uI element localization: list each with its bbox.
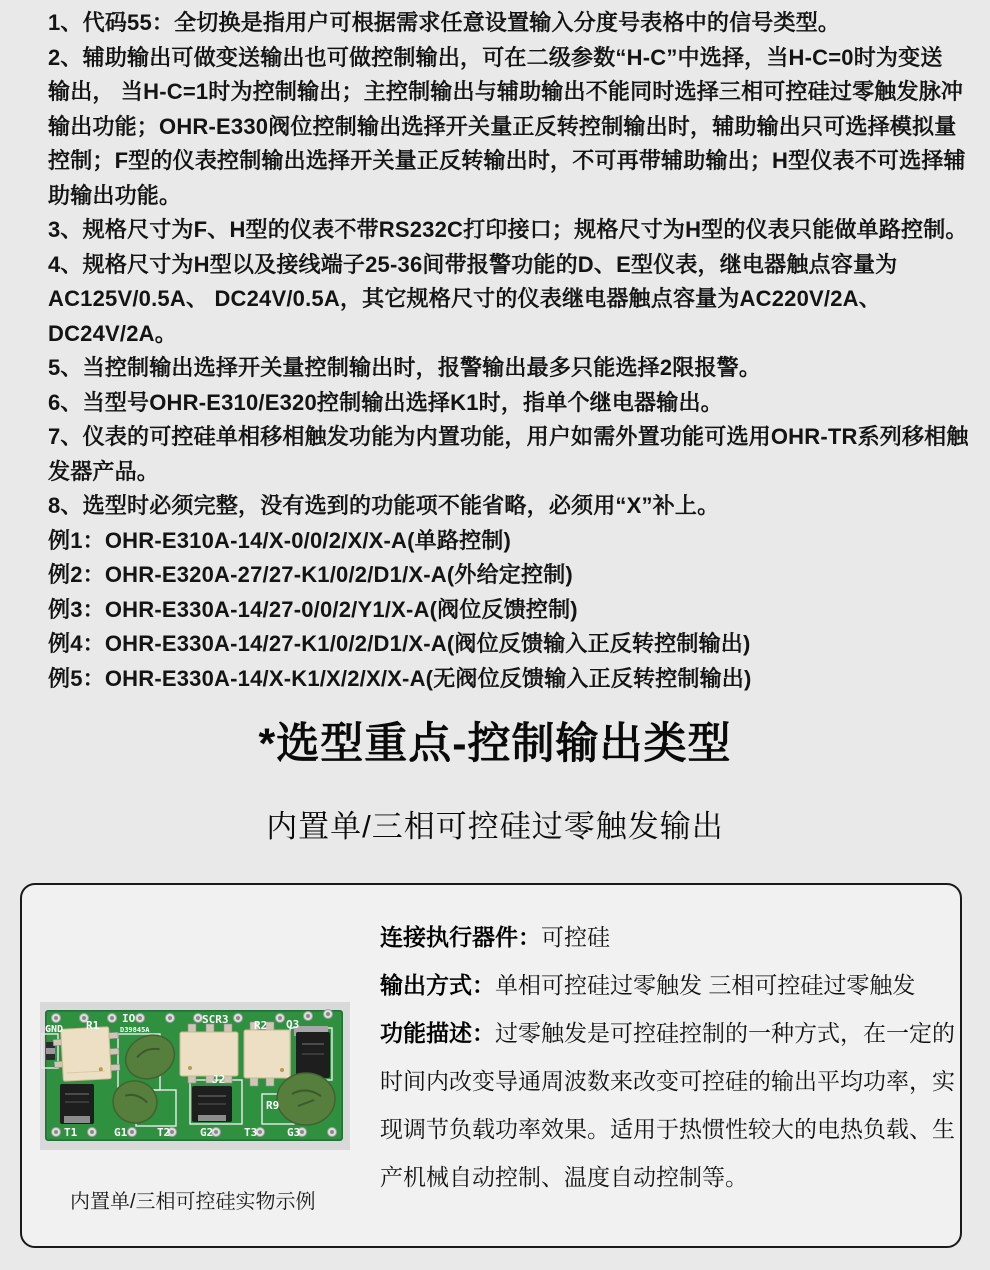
pcb-label: G3: [287, 1126, 301, 1139]
note-line example-line: 例5：OHR-E330A-14/X-K1/X/2/X/X-A(无阀位反馈输入正反转控制输出): [48, 665, 752, 691]
product-card: [20, 883, 962, 1248]
pcb-label: G2: [200, 1126, 214, 1139]
pcb-label: Q3: [286, 1018, 300, 1031]
spec-value: 可控硅: [541, 924, 610, 950]
spec-label: 功能描述：: [380, 1020, 495, 1046]
spec-row: [380, 1057, 955, 1105]
note-line: 2、辅助输出可做变送输出也可做控制输出，可在二级参数“H-C”中选择，当H-C=0时为变送: [48, 44, 943, 70]
spec-list: [380, 913, 955, 1201]
note-line: 8、选型时必须完整，没有选到的功能项不能省略，必须用“X”补上。: [48, 493, 720, 518]
note-line example-line: 例1：OHR-E310A-14/X-0/0/2/X/X-A(单路控制): [48, 527, 511, 553]
note-line: 输出功能；OHR-E330阀位控制输出选择开关量正反转控制输出时，辅助输出只可选择模拟量: [48, 113, 957, 139]
spec-row: [380, 1009, 955, 1057]
note-line: 助输出功能。: [48, 182, 182, 208]
pcb-label: J2: [212, 1073, 226, 1086]
note-line: 控制；F型的仪表控制输出选择开关量正反转输出时，不可再带辅助输出；H型仪表不可选择辅: [48, 148, 966, 173]
pcb-photo-svg: [40, 1002, 350, 1150]
pcb-label: GND: [45, 1024, 64, 1035]
note-line: AC125V/0.5A、 DC24V/0.5A，其它规格尺寸的仪表继电器触点容量为AC220V/2A、: [48, 286, 881, 311]
note-line: 7、仪表的可控硅单相移相触发功能为内置功能，用户如需外置功能可选用OHR-TR系列移相触: [48, 424, 969, 449]
note-line: 6、当型号OHR-E310/E320控制输出选择K1时，指单个继电器输出。: [48, 389, 723, 415]
spec-value: 过零触发是可控硅控制的一种方式，在一定的: [495, 1020, 955, 1046]
notes-list: [48, 6, 969, 696]
pcb-label: T2: [157, 1126, 171, 1139]
note-line: 4、规格尺寸为H型以及接线端子25-36间带报警功能的D、E型仪表，继电器触点容量为: [48, 251, 898, 277]
blob-capacitor-3: [277, 1073, 335, 1125]
pcb-label: R9: [266, 1099, 280, 1112]
pcb-label: G1: [114, 1126, 128, 1139]
triac-package-middle: [192, 1086, 232, 1122]
spec-value: 产机械自动控制、温度自动控制等。: [380, 1164, 748, 1190]
spec-row: [380, 1105, 955, 1153]
triac-package-left: [60, 1084, 94, 1124]
spec-row: [380, 961, 950, 1009]
optocoupler-chip-2: [180, 1024, 238, 1083]
section-title: *选型重点-控制输出类型: [258, 720, 732, 768]
note-line example-line: 例2：OHR-E320A-27/27-K1/0/2/D1/X-A(外给定控制): [48, 562, 573, 587]
pcb-label: IO: [122, 1012, 136, 1025]
spec-row: [380, 913, 950, 961]
note-line example-line: 例4：OHR-E330A-14/27-K1/0/2/D1/X-A(阀位反馈输入正反转控制输出): [48, 631, 751, 656]
pcb-label: R2: [254, 1019, 268, 1032]
spec-value: 现调节负载功率效果。适用于热惯性较大的电热负载、生: [380, 1116, 955, 1142]
note-line example-line: 例3：OHR-E330A-14/27-0/0/2/Y1/X-A(阀位反馈控制): [48, 596, 578, 622]
note-line: 输出， 当H-C=1时为控制输出；主控制输出与辅助输出不能同时选择三相可控硅过零触发脉冲: [48, 79, 964, 104]
section-subtitle: 内置单/三相可控硅过零触发输出: [266, 809, 724, 844]
triac-package-right: [294, 1026, 330, 1078]
spec-label: 连接执行器件：: [380, 924, 541, 950]
pcb-label: T1: [64, 1126, 78, 1139]
pcb-label: SCR3: [202, 1013, 229, 1026]
note-line: 3、规格尺寸为F、H型的仪表不带RS232C打印接口；规格尺寸为H型的仪表只能做单路控制。: [48, 217, 968, 242]
pcb-label: T3: [244, 1126, 258, 1139]
note-line: 5、当控制输出选择开关量控制输出时，报警输出最多只能选择2限报警。: [48, 355, 762, 380]
note-line: 发器产品。: [48, 458, 160, 484]
note-line: 1、代码55：全切换是指用户可根据需求任意设置输入分度号表格中的信号类型。: [48, 10, 841, 35]
spec-row: [380, 1153, 950, 1201]
note-line: DC24V/2A。: [48, 320, 177, 346]
pcb-label: D39845A: [120, 1026, 150, 1034]
spec-value: 单相可控硅过零触发 三相可控硅过零触发: [495, 972, 916, 998]
spec-value: 时间内改变导通周波数来改变可控硅的输出平均功率，实: [380, 1068, 955, 1094]
pcb-label: R1: [86, 1019, 100, 1032]
spec-label: 输出方式：: [380, 972, 495, 998]
pcb-caption: 内置单/三相可控硅实物示例: [70, 1191, 316, 1213]
pcb-photo: [40, 1002, 350, 1150]
